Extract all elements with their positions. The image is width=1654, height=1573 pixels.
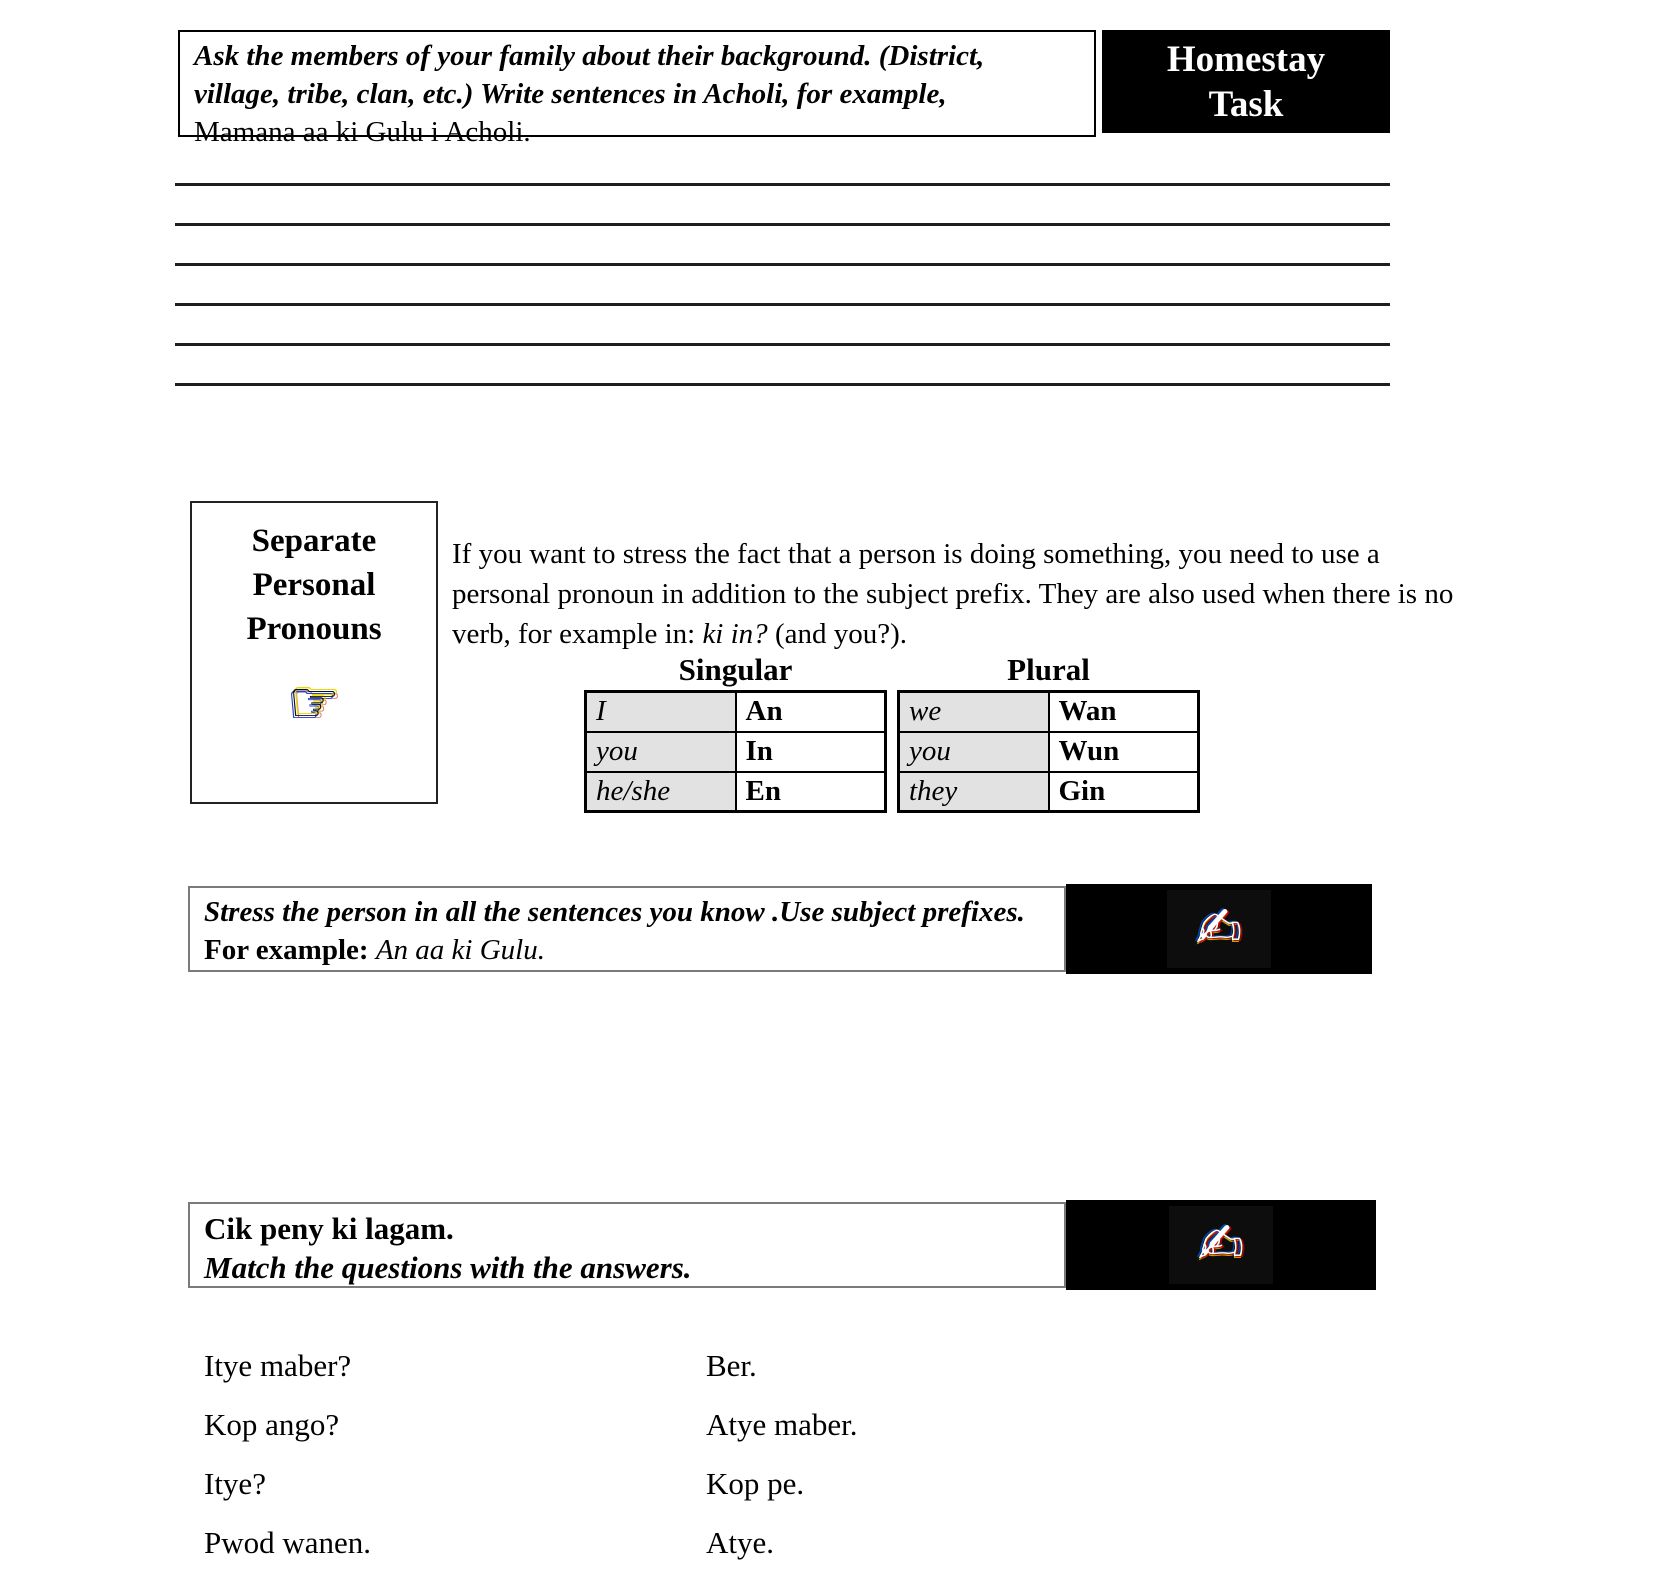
- pronouns-box-title: [192, 519, 436, 651]
- pointing-hand-icon: ☞: [288, 668, 340, 736]
- table-row: [899, 692, 1199, 732]
- matching-answer: Atye maber.: [706, 1407, 858, 1442]
- intro-text-end: (and you?).: [774, 618, 907, 650]
- acholi-pronoun-cell: Wun: [1049, 732, 1199, 772]
- plural-header: Plural: [1007, 652, 1090, 687]
- homestay-task-instruction-box: [178, 30, 1096, 148]
- homestay-task-badge: [1102, 30, 1390, 133]
- english-pronoun-cell: you: [899, 732, 1049, 772]
- writing-line: [175, 263, 1390, 266]
- writing-hand-icon: ✍: [1195, 896, 1243, 961]
- matching-answer: Atye.: [706, 1525, 775, 1560]
- matching-question: Kop ango?: [204, 1407, 340, 1442]
- pronouns-title-line: Pronouns: [246, 611, 382, 647]
- matching-answer: Kop pe.: [706, 1466, 805, 1501]
- homestay-task-badge-line1: Homestay: [1166, 38, 1326, 80]
- table-row: [586, 692, 886, 732]
- acholi-pronoun-cell: Wan: [1049, 692, 1199, 732]
- writing-task-icon-bar: [1066, 1200, 1376, 1290]
- matching-question: Itye maber?: [204, 1348, 352, 1383]
- english-pronoun-cell: I: [586, 692, 736, 732]
- matching-answer: Ber.: [706, 1348, 757, 1383]
- table-row: [586, 732, 886, 772]
- writing-icon-tile: [1167, 890, 1271, 968]
- writing-line: [175, 343, 1390, 346]
- stress-instruction: Stress the person in all the sentences you know .Use subject prefixes.: [204, 896, 1025, 928]
- writing-icon-tile: [1169, 1206, 1273, 1284]
- pronoun-tables-row: [584, 690, 1200, 813]
- writing-task-icon-bar: [1066, 884, 1372, 974]
- stress-example: An aa ki Gulu.: [375, 934, 545, 966]
- acholi-pronoun-cell: Gin: [1049, 772, 1199, 812]
- intro-text: If you want to stress the fact that a person is doing something, you need to use a personal pronoun in addition to the subject prefix. They are also used when there is no verb, for example in:: [452, 538, 1454, 650]
- table-row: [899, 732, 1199, 772]
- task-example-line: Mamana aa ki Gulu i Acholi.: [194, 116, 531, 148]
- writing-line: [175, 383, 1390, 386]
- table-row: [899, 772, 1199, 812]
- english-pronoun-cell: they: [899, 772, 1049, 812]
- pronoun-tables-section: [584, 652, 1200, 813]
- matching-question: Itye?: [204, 1466, 266, 1501]
- matching-exercise-box: [188, 1202, 1066, 1288]
- plural-pronoun-table: [897, 690, 1200, 813]
- english-pronoun-cell: you: [586, 732, 736, 772]
- english-pronoun-cell: we: [899, 692, 1049, 732]
- separate-personal-pronouns-box: [190, 501, 438, 804]
- writing-hand-icon: ✍: [1197, 1212, 1245, 1277]
- acholi-pronoun-cell: An: [736, 692, 886, 732]
- pronouns-title-line: Personal: [252, 567, 376, 603]
- stress-exercise-text: [204, 893, 1050, 969]
- task-instruction-line: Ask the members of your family about their background. (District,: [194, 40, 985, 72]
- singular-header: Singular: [678, 652, 793, 687]
- homestay-task-badge-line2: Task: [1208, 83, 1284, 125]
- acholi-pronoun-cell: In: [736, 732, 886, 772]
- writing-line: [175, 303, 1390, 306]
- task-instruction-line: village, tribe, clan, etc.) Write sentences in Acholi, for example,: [194, 78, 947, 110]
- matching-exercise-title: Cik peny ki lagam.: [204, 1211, 454, 1246]
- writing-line: [175, 223, 1390, 226]
- pronoun-table-headers: [584, 652, 1200, 688]
- intro-acholi-phrase: ki in?: [702, 618, 768, 650]
- acholi-pronoun-cell: En: [736, 772, 886, 812]
- stress-exercise-box: [188, 886, 1066, 972]
- singular-pronoun-table: [584, 690, 887, 813]
- for-example-label: For example:: [204, 934, 369, 966]
- table-row: [586, 772, 886, 812]
- pronouns-intro-paragraph: [452, 534, 1466, 654]
- english-pronoun-cell: he/she: [586, 772, 736, 812]
- matching-question: Pwod wanen.: [204, 1525, 372, 1560]
- writing-line: [175, 183, 1390, 186]
- pronouns-title-line: Separate: [251, 523, 377, 559]
- matching-exercise-subtitle: Match the questions with the answers.: [204, 1250, 692, 1285]
